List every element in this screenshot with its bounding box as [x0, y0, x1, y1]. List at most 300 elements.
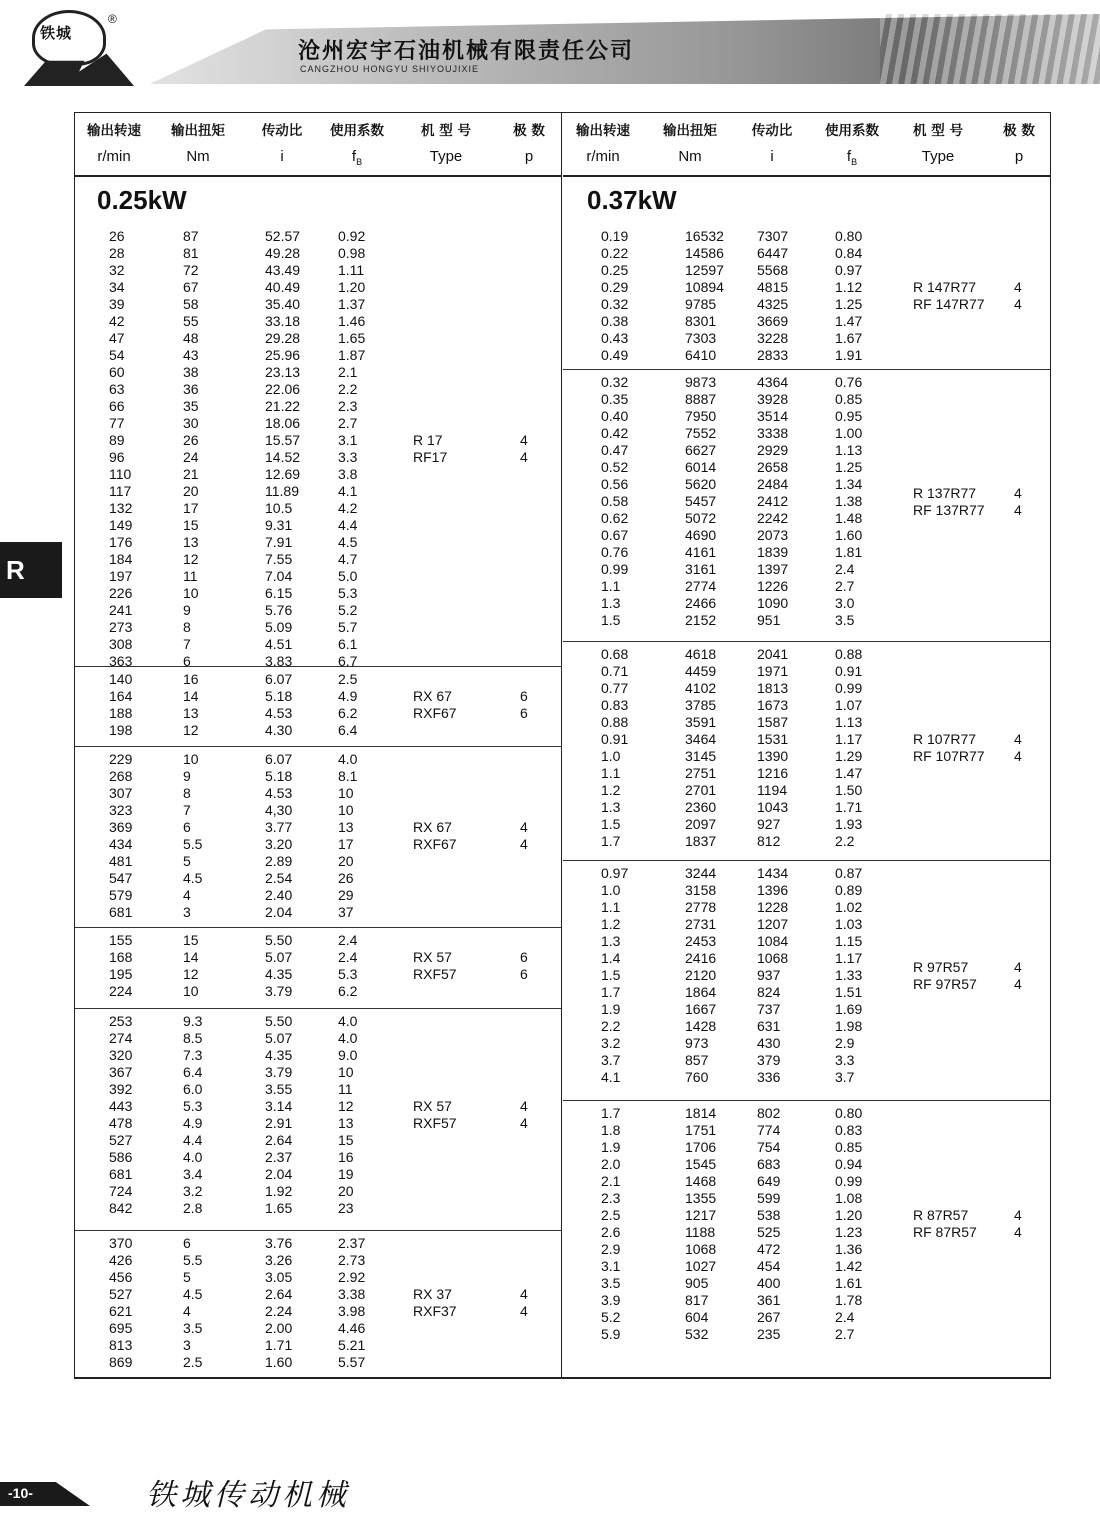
table-row [563, 1018, 1050, 1035]
ratio-value: 7307 [757, 228, 789, 244]
speed-value: 1.7 [601, 984, 621, 1000]
service-factor-value: 29 [338, 887, 354, 903]
company-logo [18, 6, 128, 82]
pole-count: 4 [520, 836, 528, 852]
table-row [75, 904, 561, 921]
ratio-value: 400 [757, 1275, 781, 1291]
ratio-value: 2073 [757, 527, 789, 543]
table-row [563, 425, 1050, 442]
speed-value: 132 [109, 500, 133, 516]
table-row [75, 1149, 561, 1166]
torque-value: 7303 [685, 330, 717, 346]
model-type: R 147R77 [913, 279, 977, 295]
ratio-value: 235 [757, 1326, 781, 1342]
speed-value: 0.38 [601, 313, 629, 329]
model-type: R 17 [413, 432, 443, 448]
table-row [563, 865, 1050, 882]
speed-value: 224 [109, 983, 133, 999]
ratio-value: 3.05 [265, 1269, 293, 1285]
ratio-value: 3.83 [265, 653, 293, 669]
service-factor-value: 1.37 [338, 296, 366, 312]
table-row [563, 612, 1050, 629]
speed-value: 0.35 [601, 391, 629, 407]
torque-value: 10 [183, 585, 199, 601]
column-type-cn: 机 型 号 [913, 123, 963, 139]
table-row [563, 782, 1050, 799]
ratio-value: 1090 [757, 595, 789, 611]
pole-count: 4 [1014, 1224, 1022, 1240]
speed-value: 0.88 [601, 714, 629, 730]
service-factor-value: 1.03 [835, 916, 863, 932]
service-factor-value: 4.1 [338, 483, 358, 499]
speed-value: 0.97 [601, 865, 629, 881]
ratio-value: 683 [757, 1156, 781, 1172]
speed-value: 695 [109, 1320, 133, 1336]
torque-value: 8887 [685, 391, 717, 407]
ratio-value: 3928 [757, 391, 789, 407]
model-type: RXF67 [413, 836, 457, 852]
torque-value: 87 [183, 228, 199, 244]
pole-count: 6 [520, 949, 528, 965]
ratio-value: 267 [757, 1309, 781, 1325]
torque-value: 3158 [685, 882, 717, 898]
column-poles-unit: p [1014, 148, 1024, 165]
column-poles [499, 113, 559, 169]
pole-count: 4 [1014, 731, 1022, 747]
table-row [75, 1013, 561, 1030]
column-output-speed [81, 113, 147, 169]
pole-count: 6 [520, 688, 528, 704]
service-factor-value: 1.17 [835, 950, 863, 966]
table-row [75, 551, 561, 568]
service-factor-value: 13 [338, 819, 354, 835]
speed-value: 26 [109, 228, 125, 244]
service-factor-value: 0.84 [835, 245, 863, 261]
torque-value: 1667 [685, 1001, 717, 1017]
pole-count: 4 [1014, 975, 1022, 992]
ratio-value: 5.18 [265, 768, 293, 784]
service-factor-value: 8.1 [338, 768, 358, 784]
table-row [75, 887, 561, 904]
column-ratio-cn: 传动比 [261, 123, 303, 139]
ratio-value: 430 [757, 1035, 781, 1051]
torque-value: 3.2 [183, 1183, 203, 1199]
column-ratio [737, 113, 807, 169]
ratio-value: 4.35 [265, 1047, 293, 1063]
ratio-value: 2.64 [265, 1132, 293, 1148]
service-factor-value: 1.08 [835, 1190, 863, 1206]
torque-value: 4 [183, 887, 191, 903]
company-name-cn: 沧州宏宇石油机械有限责任公司 [298, 38, 635, 64]
speed-value: 586 [109, 1149, 133, 1165]
service-factor-value: 1.69 [835, 1001, 863, 1017]
speed-value: 0.58 [601, 493, 629, 509]
table-row [75, 500, 561, 517]
ratio-value: 2833 [757, 347, 789, 363]
torque-value: 2751 [685, 765, 717, 781]
torque-value: 4 [183, 1303, 191, 1319]
model-type: RF17 [413, 449, 448, 465]
service-factor-value: 1.36 [835, 1241, 863, 1257]
torque-value: 760 [685, 1069, 709, 1085]
torque-value: 3.4 [183, 1166, 203, 1182]
torque-value: 2731 [685, 916, 717, 932]
pole-count: 4 [1014, 501, 1022, 518]
selection-group [75, 666, 561, 747]
speed-value: 478 [109, 1115, 133, 1131]
speed-value: 155 [109, 932, 133, 948]
model-type: RX 67 [413, 688, 452, 704]
table-row [75, 483, 561, 500]
torque-value: 7950 [685, 408, 717, 424]
ratio-value: 1.60 [265, 1354, 293, 1370]
torque-value: 7 [183, 636, 191, 652]
torque-value: 13 [183, 534, 199, 550]
torque-value: 11 [183, 568, 198, 584]
speed-value: 1.3 [601, 933, 621, 949]
table-row [75, 1269, 561, 1286]
column-output-speed-unit: r/min [97, 148, 131, 165]
torque-value: 604 [685, 1309, 709, 1325]
ratio-value: 3.20 [265, 836, 293, 852]
table-row [563, 680, 1050, 697]
ratio-value: 1043 [757, 799, 789, 815]
torque-value: 38 [183, 364, 199, 380]
speed-value: 42 [109, 313, 125, 329]
ratio-value: 11.89 [265, 483, 299, 499]
ratio-value: 3338 [757, 425, 789, 441]
speed-value: 0.52 [601, 459, 629, 475]
speed-value: 1.1 [601, 899, 621, 915]
torque-value: 9.3 [183, 1013, 203, 1029]
speed-value: 226 [109, 585, 133, 601]
torque-value: 905 [685, 1275, 709, 1291]
service-factor-value: 2.3 [338, 398, 358, 414]
column-ratio-unit: i [280, 148, 284, 165]
service-factor-value: 1.29 [835, 748, 863, 764]
ratio-value: 1434 [757, 865, 789, 881]
speed-value: 2.6 [601, 1224, 621, 1240]
pole-count: 4 [520, 1286, 528, 1302]
service-factor-value: 1.00 [835, 425, 863, 441]
ratio-value: 1971 [757, 663, 789, 679]
selection-group [563, 223, 1050, 370]
speed-value: 2.5 [601, 1207, 621, 1223]
ratio-value: 6.07 [265, 751, 293, 767]
ratio-value: 1396 [757, 882, 789, 898]
table-right-half [563, 113, 1050, 1377]
speed-value: 188 [109, 705, 133, 721]
table-row [563, 1173, 1050, 1190]
service-factor-value: 0.80 [835, 1105, 863, 1121]
torque-value: 4.9 [183, 1115, 203, 1131]
table-row [563, 313, 1050, 330]
speed-value: 1.3 [601, 799, 621, 815]
table-row [75, 671, 561, 688]
table-row [563, 1156, 1050, 1173]
ratio-value: 3228 [757, 330, 789, 346]
pole-count: 4 [1014, 279, 1022, 295]
table-row [75, 751, 561, 768]
model-type: RXF67 [413, 705, 457, 721]
ratio-value: 2.40 [265, 887, 293, 903]
table-row [75, 1235, 561, 1252]
service-factor-value: 1.17 [835, 731, 863, 747]
torque-value: 1188 [685, 1224, 716, 1240]
torque-value: 12 [183, 966, 199, 982]
speed-value: 32 [109, 262, 125, 278]
ratio-value: 2.54 [265, 870, 293, 886]
table-row [563, 578, 1050, 595]
torque-value: 21 [183, 466, 199, 482]
service-factor-value: 3.98 [338, 1303, 366, 1319]
ratio-value: 10.5 [265, 500, 293, 516]
service-factor-value: 2.4 [338, 949, 358, 965]
service-factor-value: 2.9 [835, 1035, 855, 1051]
speed-value: 363 [109, 653, 133, 669]
ratio-value: 1068 [757, 950, 789, 966]
footer-brand: 铁城传动机械 [146, 1478, 350, 1513]
speed-value: 0.76 [601, 544, 629, 560]
torque-value: 3785 [685, 697, 717, 713]
torque-value: 4161 [685, 544, 717, 560]
ratio-value: 4,30 [265, 802, 293, 818]
service-factor-value: 1.33 [835, 967, 863, 983]
torque-value: 10 [183, 751, 199, 767]
torque-value: 7552 [685, 425, 717, 441]
speed-value: 39 [109, 296, 125, 312]
service-factor-value: 3.5 [835, 612, 855, 628]
service-factor-value: 10 [338, 802, 354, 818]
column-output-speed-unit: r/min [586, 148, 620, 165]
torque-value: 2416 [685, 950, 717, 966]
torque-value: 72 [183, 262, 199, 278]
table-row [75, 636, 561, 653]
speed-value: 0.42 [601, 425, 629, 441]
column-ratio-cn: 传动比 [751, 123, 793, 139]
torque-value: 7 [183, 802, 191, 818]
speed-value: 1.5 [601, 967, 621, 983]
service-factor-value: 2.2 [835, 833, 855, 849]
speed-value: 274 [109, 1030, 133, 1046]
service-factor-value: 6.7 [338, 653, 358, 669]
torque-value: 6 [183, 653, 191, 669]
service-factor-value: 1.13 [835, 714, 863, 730]
speed-value: 547 [109, 870, 133, 886]
service-factor-value: 23 [338, 1200, 354, 1216]
speed-value: 195 [109, 966, 133, 982]
ratio-value: 4364 [757, 374, 789, 390]
service-factor-value: 1.93 [835, 816, 863, 832]
speed-value: 28 [109, 245, 125, 261]
table-row [563, 1241, 1050, 1258]
ratio-value: 1228 [757, 899, 789, 915]
ratio-value: 2.04 [265, 904, 293, 920]
table-row [75, 381, 561, 398]
ratio-value: 7.55 [265, 551, 293, 567]
service-factor-value: 1.11 [338, 262, 365, 278]
torque-value: 3591 [685, 714, 717, 730]
torque-value: 17 [183, 500, 199, 516]
torque-value: 4618 [685, 646, 717, 662]
service-factor-value: 3.3 [338, 449, 358, 465]
speed-value: 0.99 [601, 561, 629, 577]
power-rating: 0.37kW [587, 185, 677, 215]
selection-group [75, 1008, 561, 1231]
torque-value: 2360 [685, 799, 717, 815]
logo-text: 铁城 [40, 24, 73, 42]
service-factor-value: 20 [338, 1183, 354, 1199]
table-row [75, 347, 561, 364]
column-type-cn: 机 型 号 [421, 123, 471, 139]
ratio-value: 6447 [757, 245, 789, 261]
table-row [563, 262, 1050, 279]
torque-value: 58 [183, 296, 199, 312]
table-row [563, 1309, 1050, 1326]
ratio-value: 3.14 [265, 1098, 293, 1114]
ratio-value: 2658 [757, 459, 789, 475]
torque-value: 4.5 [183, 1286, 203, 1302]
ratio-value: 7.04 [265, 568, 293, 584]
service-factor-value: 0.91 [835, 663, 863, 679]
speed-value: 47 [109, 330, 125, 346]
service-factor-value: 1.47 [835, 313, 863, 329]
table-row [563, 714, 1050, 731]
service-factor-value: 2.7 [338, 415, 358, 431]
service-factor-value: 19 [338, 1166, 354, 1182]
table-row [75, 313, 561, 330]
service-factor-value: 1.78 [835, 1292, 863, 1308]
torque-value: 3244 [685, 865, 717, 881]
service-factor-value: 2.4 [338, 932, 358, 948]
speed-value: 370 [109, 1235, 133, 1251]
torque-value: 2774 [685, 578, 717, 594]
service-factor-value: 4.5 [338, 534, 358, 550]
table-row [563, 442, 1050, 459]
table-row [563, 1069, 1050, 1086]
service-factor-value: 0.89 [835, 882, 863, 898]
torque-value: 26 [183, 432, 199, 448]
service-factor-value: 20 [338, 853, 354, 869]
torque-value: 3 [183, 904, 191, 920]
table-row [563, 765, 1050, 782]
service-factor-value: 1.12 [835, 279, 863, 295]
column-ratio [247, 113, 317, 169]
column-output-torque-unit: Nm [186, 148, 210, 165]
ratio-value: 3.76 [265, 1235, 293, 1251]
speed-value: 323 [109, 802, 133, 818]
ratio-value: 361 [757, 1292, 781, 1308]
ratio-value: 3669 [757, 313, 789, 329]
torque-value: 6014 [685, 459, 717, 475]
selection-group [75, 927, 561, 1009]
torque-value: 3 [183, 1337, 191, 1353]
service-factor-value: 0.97 [835, 262, 863, 278]
ratio-value: 40.49 [265, 279, 301, 295]
table-row [563, 933, 1050, 950]
torque-value: 4102 [685, 680, 717, 696]
torque-value: 35 [183, 398, 199, 414]
service-factor-value: 1.02 [835, 899, 863, 915]
table-row [75, 1337, 561, 1354]
model-type: R 137R77 [913, 484, 977, 501]
service-factor-value: 4.46 [338, 1320, 366, 1336]
speed-value: 164 [109, 688, 133, 704]
torque-value: 2097 [685, 816, 717, 832]
ratio-value: 2.64 [265, 1286, 293, 1302]
service-factor-value: 6.4 [338, 722, 358, 738]
torque-value: 12 [183, 722, 199, 738]
service-factor-value: 1.61 [835, 1275, 863, 1291]
column-poles-cn: 极 数 [1003, 123, 1035, 139]
speed-value: 579 [109, 887, 133, 903]
ratio-value: 21.22 [265, 398, 301, 414]
ratio-value: 5568 [757, 262, 789, 278]
speed-value: 724 [109, 1183, 133, 1199]
speed-value: 0.19 [601, 228, 629, 244]
speed-value: 253 [109, 1013, 133, 1029]
torque-value: 3145 [685, 748, 717, 764]
service-factor-value: 1.34 [835, 476, 863, 492]
pole-count: 4 [520, 1303, 528, 1319]
column-output-speed [567, 113, 639, 169]
table-row [75, 415, 561, 432]
ratio-value: 737 [757, 1001, 781, 1017]
ratio-value: 1673 [757, 697, 789, 713]
header-banner-graphic [880, 14, 1100, 84]
ratio-value: 49.28 [265, 245, 301, 261]
ratio-value: 1397 [757, 561, 789, 577]
column-output-torque [161, 113, 235, 169]
table-row [75, 785, 561, 802]
service-factor-value: 1.67 [835, 330, 863, 346]
speed-value: 2.3 [601, 1190, 621, 1206]
torque-value: 1468 [685, 1173, 717, 1189]
ratio-value: 23.13 [265, 364, 301, 380]
speed-value: 1.9 [601, 1139, 621, 1155]
speed-value: 168 [109, 949, 133, 965]
speed-value: 681 [109, 904, 133, 920]
pole-count: 4 [1014, 748, 1022, 764]
ratio-value: 774 [757, 1122, 781, 1138]
service-factor-value: 4.0 [338, 1030, 358, 1046]
speed-value: 3.1 [601, 1258, 621, 1274]
service-factor-value: 1.91 [835, 347, 863, 363]
service-factor-value: 1.25 [835, 459, 863, 475]
table-left-half [75, 113, 562, 1377]
torque-value: 6.0 [183, 1081, 203, 1097]
service-factor-value: 5.3 [338, 966, 358, 982]
service-factor-value: 0.95 [835, 408, 863, 424]
table-row [75, 1115, 561, 1132]
table-row [563, 476, 1050, 493]
ratio-value: 18.06 [265, 415, 301, 431]
speed-value: 0.68 [601, 646, 629, 662]
table-row [563, 646, 1050, 663]
torque-value: 2152 [685, 612, 717, 628]
service-factor-value: 0.76 [835, 374, 863, 390]
torque-value: 8 [183, 619, 191, 635]
service-factor-value: 0.99 [835, 1173, 863, 1189]
torque-value: 8301 [685, 313, 717, 329]
ratio-value: 9.31 [265, 517, 293, 533]
service-factor-value: 1.60 [835, 527, 863, 543]
service-factor-value: 4.0 [338, 751, 358, 767]
speed-value: 842 [109, 1200, 133, 1216]
speed-value: 54 [109, 347, 125, 363]
torque-value: 5457 [685, 493, 717, 509]
table-row [563, 1035, 1050, 1052]
